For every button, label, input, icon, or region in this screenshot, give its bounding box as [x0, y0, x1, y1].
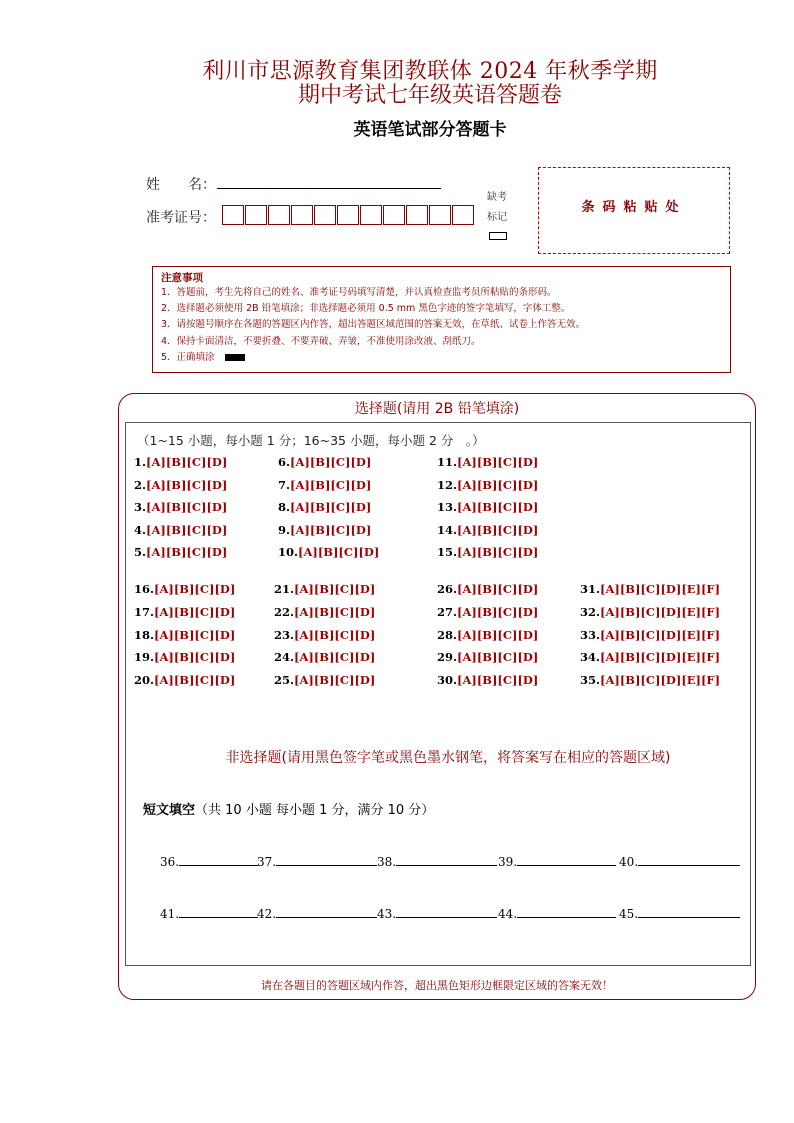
- question-row[interactable]: [274, 650, 375, 664]
- question-number: 27.: [437, 604, 458, 619]
- choice-section-title: 选择题(请用 2B 铅笔填涂): [354, 401, 520, 417]
- answer-options[interactable]: [A][B][C][D]: [154, 650, 236, 665]
- exam-id-digit-box[interactable]: [406, 205, 428, 225]
- question-number: 4.: [134, 522, 147, 537]
- question-number: 26.: [437, 582, 458, 596]
- footer-warning: 请在各题目的答题区域内作答，超出黑色矩形边框限定区域的答案无效！: [261, 979, 613, 992]
- question-number: 12.: [437, 477, 458, 492]
- question-number: 20.: [134, 673, 155, 688]
- exam-id-digit-box[interactable]: [291, 205, 313, 225]
- cloze-blank[interactable]: [377, 853, 497, 869]
- blank-line[interactable]: [517, 905, 616, 918]
- answer-options[interactable]: [A][B][C][D]: [294, 582, 376, 596]
- exam-id-digit-box[interactable]: [245, 205, 267, 225]
- answer-options[interactable]: [A][B][C][D]: [457, 545, 539, 559]
- question-row[interactable]: [437, 628, 538, 642]
- name-field[interactable]: [217, 187, 441, 189]
- exam-title-line2: 期中考试七年级英语答题卷: [297, 83, 562, 108]
- absent-mark-box[interactable]: [489, 232, 507, 240]
- question-row[interactable]: [437, 582, 538, 596]
- question-number: 8.: [278, 500, 291, 514]
- question-row[interactable]: [134, 628, 235, 642]
- blank-number: 37.: [257, 855, 277, 869]
- question-row[interactable]: [134, 545, 227, 559]
- question-number: 14.: [437, 522, 458, 537]
- blank-line[interactable]: [276, 853, 377, 866]
- question-row[interactable]: [134, 605, 235, 619]
- blank-number: 40.: [619, 855, 639, 869]
- blank-line[interactable]: [179, 853, 258, 866]
- answer-options[interactable]: [A][B][C][D]: [457, 455, 539, 469]
- answer-options[interactable]: [A][B][C][D]: [290, 522, 372, 537]
- exam-id-digit-box[interactable]: [222, 205, 244, 225]
- answer-options[interactable]: [A][B][C][D]: [457, 627, 539, 642]
- question-row[interactable]: [437, 650, 538, 664]
- question-row[interactable]: [437, 455, 538, 469]
- exam-id-label: 准考证号：: [146, 210, 216, 226]
- blank-line[interactable]: [179, 905, 258, 918]
- question-row[interactable]: [580, 605, 720, 619]
- question-number: 24.: [274, 650, 295, 665]
- blank-number: 36.: [160, 855, 180, 869]
- question-row[interactable]: [580, 673, 720, 687]
- question-row[interactable]: [278, 478, 371, 492]
- question-number: 25.: [274, 673, 295, 688]
- cloze-blank[interactable]: [619, 905, 740, 921]
- answer-options[interactable]: [A][B][C][D]: [290, 477, 372, 492]
- question-number: 16.: [134, 582, 155, 596]
- notes-box: [152, 266, 731, 373]
- question-row[interactable]: [278, 500, 371, 514]
- blank-line[interactable]: [396, 905, 497, 918]
- question-number: 3.: [134, 500, 147, 514]
- question-number: 28.: [437, 627, 458, 642]
- question-row[interactable]: [134, 650, 235, 664]
- question-row[interactable]: [134, 455, 227, 469]
- answer-sheet-subtitle: 英语笔试部分答题卡: [353, 120, 507, 140]
- answer-options[interactable]: [A][B][C][D]: [457, 500, 539, 514]
- question-row[interactable]: [134, 582, 235, 596]
- answer-options[interactable]: [A][B][C][D]: [146, 500, 228, 514]
- question-row[interactable]: [437, 500, 538, 514]
- answer-options[interactable]: [A][B][C][D]: [154, 627, 236, 642]
- answer-options[interactable]: [A][B][C][D]: [457, 673, 539, 688]
- note-item: 1．答题前，考生先将自己的姓名、准考证号码填写清楚，并认真检查监考员所粘贴的条形码。: [161, 287, 557, 298]
- cloze-heading: [143, 799, 434, 818]
- question-number: 34.: [580, 650, 601, 665]
- question-number: 29.: [437, 650, 458, 665]
- question-number: 23.: [274, 627, 295, 642]
- answer-options[interactable]: [A][B][C][D]: [294, 673, 376, 688]
- answer-options[interactable]: [A][B][C][D]: [146, 455, 228, 469]
- note-item: 5．正确填涂: [161, 351, 215, 363]
- question-number: 13.: [437, 500, 458, 514]
- notes-heading: 注意事项: [161, 272, 203, 284]
- question-number: 21.: [274, 582, 295, 596]
- answer-options[interactable]: [A][B][C][D]: [154, 673, 236, 688]
- answer-options[interactable]: [A][B][C][D]: [294, 627, 376, 642]
- question-row[interactable]: [274, 673, 375, 687]
- absent-label-1: 缺考: [487, 192, 507, 203]
- question-row[interactable]: [134, 478, 227, 492]
- exam-id-digit-box[interactable]: [268, 205, 290, 225]
- answer-options[interactable]: [A][B][C][D]: [146, 545, 228, 559]
- nonchoice-section-title: 非选择题(请用黑色签字笔或黑色墨水钢笔，将答案写在相应的答题区域): [225, 750, 671, 766]
- exam-id-digit-box[interactable]: [452, 205, 474, 225]
- answer-options[interactable]: [A][B][C][D]: [457, 582, 539, 596]
- note-item: 2．选择题必须使用 2B 铅笔填涂；非选择题必须用 0.5 mm 黑色字迹的签字笔填写，字体工整。: [161, 303, 571, 315]
- question-number: 35.: [580, 673, 601, 688]
- blank-number: 44.: [498, 907, 518, 921]
- cloze-blank[interactable]: [160, 905, 258, 921]
- exam-id-digit-box[interactable]: [383, 205, 405, 225]
- question-row[interactable]: [134, 673, 235, 687]
- question-row[interactable]: [274, 605, 375, 619]
- answer-options[interactable]: [A][B][C][D]: [290, 455, 372, 469]
- question-number: 2.: [134, 477, 147, 492]
- exam-id-digit-box[interactable]: [314, 205, 336, 225]
- answer-options[interactable]: [A][B][C][D]: [457, 604, 539, 619]
- question-row[interactable]: [580, 628, 720, 642]
- question-number: 17.: [134, 604, 155, 619]
- answer-options[interactable]: [A][B][C][D]: [294, 650, 376, 665]
- blank-line[interactable]: [276, 905, 377, 918]
- question-row[interactable]: [134, 500, 227, 514]
- absent-label-2: 标记: [487, 212, 507, 223]
- question-number: 22.: [274, 604, 295, 619]
- question-row[interactable]: [134, 523, 227, 537]
- answer-options[interactable]: [A][B][C][D]: [154, 582, 236, 596]
- cloze-blank[interactable]: [619, 853, 740, 869]
- exam-id-digit-box[interactable]: [360, 205, 382, 225]
- question-number: 5.: [134, 545, 147, 559]
- cloze-blank[interactable]: [498, 905, 616, 921]
- question-row[interactable]: [278, 523, 371, 537]
- question-row[interactable]: [274, 628, 375, 642]
- exam-id-digit-box[interactable]: [429, 205, 451, 225]
- exam-title-line1: 利川市思源教育集团教联体 2024 年秋季学期: [202, 59, 658, 84]
- question-number: 18.: [134, 627, 155, 642]
- question-number: 19.: [134, 650, 155, 665]
- question-number: 11.: [437, 455, 458, 469]
- answer-options[interactable]: [A][B][C][D]: [457, 650, 539, 665]
- blank-number: 41.: [160, 907, 180, 921]
- cloze-blank[interactable]: [160, 853, 258, 869]
- cloze-blank[interactable]: [498, 853, 616, 869]
- question-number: 10.: [278, 545, 299, 559]
- question-number: 30.: [437, 673, 458, 688]
- blank-line[interactable]: [638, 905, 740, 918]
- answer-options[interactable]: [A][B][C][D]: [457, 477, 539, 492]
- name-label: 姓 名：: [146, 177, 216, 193]
- question-row[interactable]: [580, 650, 720, 664]
- answer-options[interactable]: [A][B][C][D][E][F]: [600, 627, 721, 642]
- answer-options[interactable]: [A][B][C][D]: [146, 522, 228, 537]
- blank-line[interactable]: [396, 853, 497, 866]
- barcode-label: 条码粘贴处: [581, 200, 687, 215]
- cloze-title: 短文填空: [143, 803, 196, 818]
- barcode-area: [538, 167, 730, 254]
- answer-options[interactable]: [A][B][C][D][E][F]: [600, 582, 721, 596]
- question-number: 15.: [437, 545, 458, 559]
- cloze-detail: （共 10 小题 每小题 1 分，满分 10 分）: [195, 803, 435, 818]
- question-row[interactable]: [437, 545, 538, 559]
- question-row[interactable]: [437, 605, 538, 619]
- cloze-blank[interactable]: [257, 853, 377, 869]
- question-row[interactable]: [278, 455, 371, 469]
- question-row[interactable]: [437, 478, 538, 492]
- answer-options[interactable]: [A][B][C][D]: [298, 545, 380, 559]
- blank-line[interactable]: [638, 853, 740, 866]
- blank-number: 42.: [257, 907, 277, 921]
- exam-id-digit-box[interactable]: [337, 205, 359, 225]
- answer-options[interactable]: [A][B][C][D]: [294, 604, 376, 619]
- question-row[interactable]: [437, 523, 538, 537]
- answer-options[interactable]: [A][B][C][D][E][F]: [600, 604, 721, 619]
- choice-instructions: （1~15 小题，每小题 1 分；16~35 小题，每小题 2 分 。）: [137, 433, 485, 448]
- question-row[interactable]: [274, 582, 375, 596]
- question-number: 7.: [278, 477, 291, 492]
- blank-number: 38.: [377, 855, 397, 869]
- blank-line[interactable]: [517, 853, 616, 866]
- answer-options[interactable]: [A][B][C][D][E][F]: [600, 673, 721, 688]
- answer-options[interactable]: [A][B][C][D]: [457, 522, 539, 537]
- fill-sample-swatch: [225, 354, 245, 361]
- question-row[interactable]: [437, 673, 538, 687]
- answer-options[interactable]: [A][B][C][D]: [290, 500, 372, 514]
- question-number: 32.: [580, 604, 601, 619]
- note-item: 3．请按题号顺序在各题的答题区内作答，超出答题区域范围的答案无效，在草纸、试卷上作答无效。: [161, 319, 586, 331]
- cloze-blank[interactable]: [257, 905, 377, 921]
- cloze-blank[interactable]: [377, 905, 497, 921]
- question-number: 33.: [580, 627, 601, 642]
- question-number: 1.: [134, 455, 147, 469]
- blank-number: 43.: [377, 907, 397, 921]
- answer-options[interactable]: [A][B][C][D]: [146, 477, 228, 492]
- answer-options[interactable]: [A][B][C][D][E][F]: [600, 650, 721, 665]
- question-number: 9.: [278, 522, 291, 537]
- blank-number: 45.: [619, 907, 639, 921]
- blank-number: 39.: [498, 855, 518, 869]
- question-row[interactable]: [580, 582, 720, 596]
- question-row[interactable]: [278, 545, 379, 559]
- question-number: 6.: [278, 455, 291, 469]
- exam-id-boxes[interactable]: [222, 205, 475, 225]
- note-item: 4．保持卡面清洁，不要折叠、不要弄破、弄皱，不准使用涂改液、刮纸刀。: [161, 335, 481, 347]
- answer-options[interactable]: [A][B][C][D]: [154, 604, 236, 619]
- question-number: 31.: [580, 582, 601, 596]
